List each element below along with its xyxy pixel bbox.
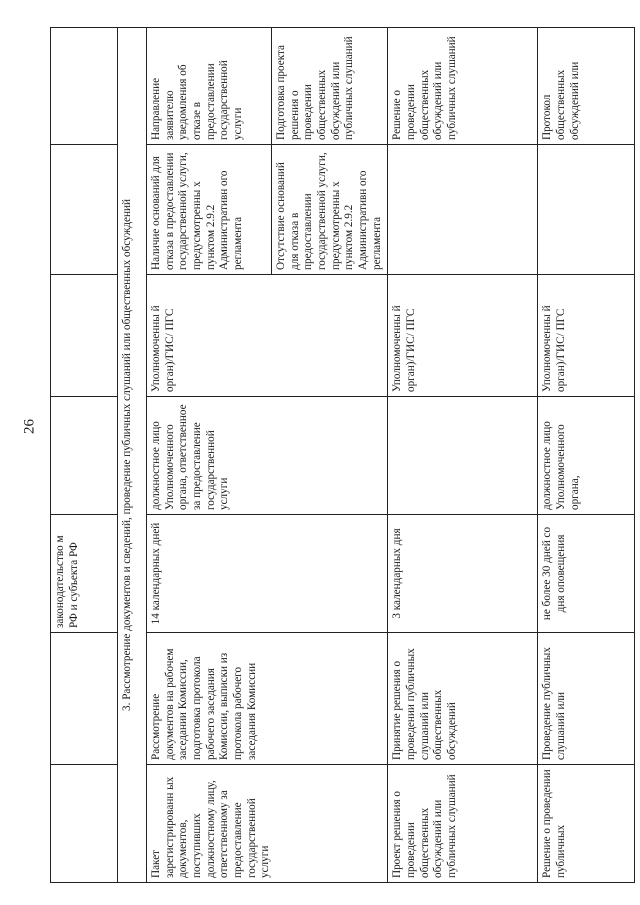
table-cell: Решение о проведении публичных bbox=[538, 765, 635, 883]
table-cell-split bbox=[147, 145, 388, 275]
table-row bbox=[388, 28, 538, 883]
table-cell: Проект решения о проведении общественных обсуждений или публичных слушаний bbox=[388, 765, 538, 883]
split-cell-top: Направление заявителю уведомления об отказе в предоставлении государственной услуги bbox=[147, 28, 272, 144]
section-title: 3. Рассмотрение документов и сведений, проведение публичных слушаний или общественных обсуждений bbox=[118, 28, 147, 883]
rotated-content bbox=[50, 28, 622, 883]
table-row bbox=[147, 28, 388, 883]
table-row bbox=[538, 28, 635, 883]
split-cell-bottom: Отсутствие оснований для отказа в предоставлении государственной услуги, предусмотренны х пунктом 2.9.2 Административн ого регламента bbox=[275, 152, 383, 270]
table-cell: Пакет зарегистрированн ых документов, поступивших должностному лицу, ответственному за предоставление государственной услуги bbox=[147, 765, 388, 883]
table-cell: должностное лицо Уполномоченного органа, bbox=[538, 397, 635, 515]
table-cell-split bbox=[147, 28, 388, 145]
header-cell bbox=[51, 765, 118, 883]
table-cell bbox=[538, 145, 635, 275]
table-header-row bbox=[51, 28, 118, 883]
table-cell: 3 календарных дня bbox=[388, 515, 538, 633]
table-cell: Рассмотрение документов на рабочем заседании Комиссии, подготовка протокола рабочего заседания Комиссии, выписки из протокола рабочего заседания Комиссии bbox=[147, 633, 388, 765]
rotated-table-wrapper bbox=[50, 28, 622, 883]
header-cell bbox=[51, 145, 118, 275]
header-cell bbox=[51, 28, 118, 145]
split-cell-bottom: Подготовка проекта решения о проведении общественных обсуждений или публичных слушаний bbox=[275, 36, 356, 140]
table-cell: должностное лицо Уполномоченного органа, ответственное за предоставление государственной услуги bbox=[147, 397, 388, 515]
header-cell: законодательство м РФ и субъекта РФ bbox=[51, 515, 118, 633]
section-row bbox=[118, 28, 147, 883]
table-cell bbox=[388, 397, 538, 515]
table-cell: Уполномоченны й орган)/ГИС/ ПГС bbox=[388, 275, 538, 397]
table-cell: Уполномоченны й орган)/ГИС/ ПГС bbox=[538, 275, 635, 397]
table-cell: Уполномоченны й орган)/ГИС/ ПГС bbox=[147, 275, 388, 397]
header-cell bbox=[51, 633, 118, 765]
header-cell bbox=[51, 397, 118, 515]
table-cell: не более 30 дней со дня оповещения bbox=[538, 515, 635, 633]
header-cell bbox=[51, 275, 118, 397]
table-cell: Решение о проведении общественных обсуждений или публичных слушаний bbox=[388, 28, 538, 145]
page-number: 26 bbox=[21, 419, 38, 434]
procedure-table bbox=[50, 27, 635, 883]
table-cell: Принятие решения о проведении публичных слушаний или общественных обсуждений bbox=[388, 633, 538, 765]
table-cell: 14 календарных дней bbox=[147, 515, 388, 633]
table-cell: Протокол общественных обсуждений или bbox=[538, 28, 635, 145]
table-cell bbox=[388, 145, 538, 275]
table-cell: Проведение публичных слушаний или bbox=[538, 633, 635, 765]
split-cell-top: Наличие оснований для отказа в предоставлении государственной услуги, предусмотренны х пунктом 2.9.2 Административн ого регламента bbox=[147, 145, 272, 274]
